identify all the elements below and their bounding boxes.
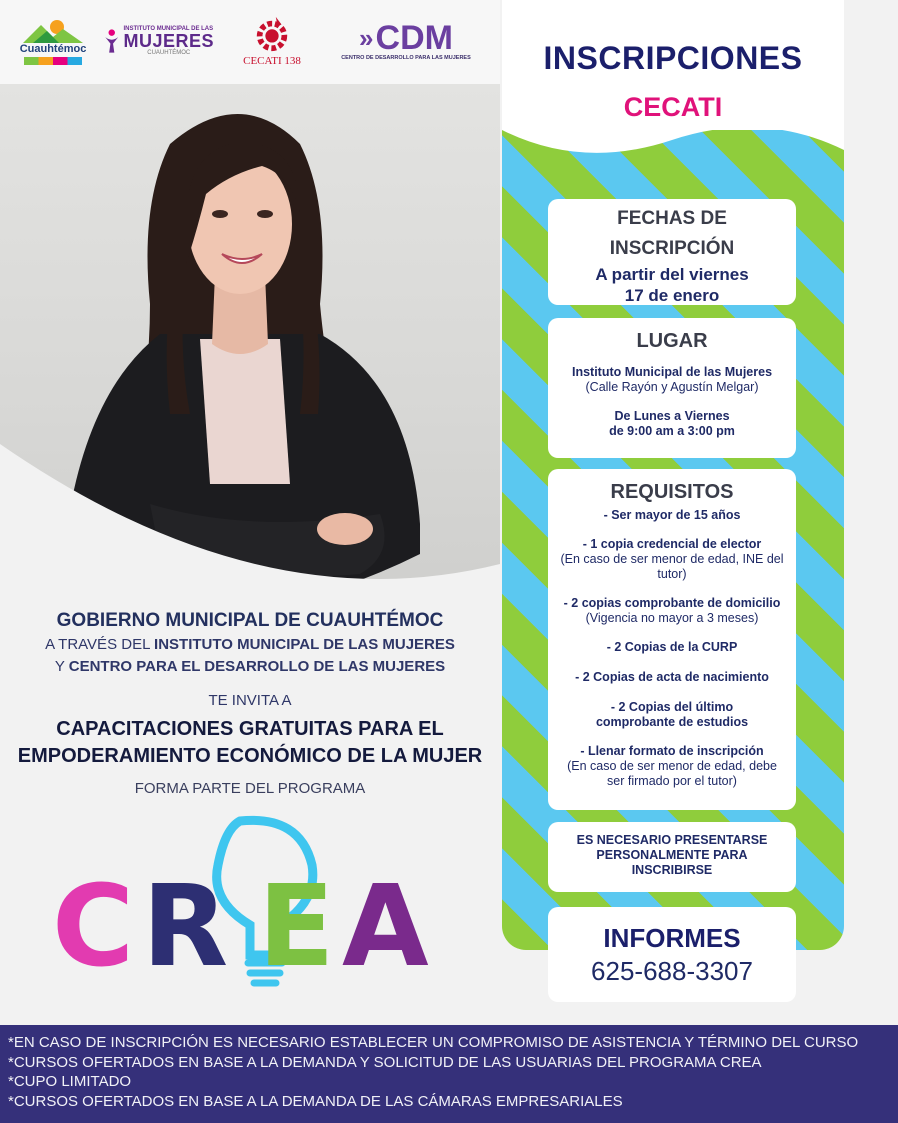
crea-letter-e: E [258, 862, 335, 992]
cdm-logo-text: CDM [375, 19, 453, 57]
invita-text: TE INVITA A [208, 692, 292, 709]
capacitaciones-line-1: CAPACITACIONES GRATUITAS PARA EL [56, 718, 444, 740]
crea-letter-r: R [142, 862, 229, 992]
cdm-logo-subtitle: CENTRO DE DESARROLLO PARA LAS MUJERES [341, 55, 471, 61]
informes-card [548, 907, 796, 1002]
crea-logo [50, 815, 470, 995]
fechas-title-2: INSCRIPCIÓN [609, 238, 735, 259]
requisito-item: - 2 Copias del último comprobante de estudios [595, 700, 749, 729]
requisito-item: - 2 Copias de acta de nacimiento [575, 670, 769, 684]
gobierno-title: GOBIERNO MUNICIPAL DE CUAUHTÉMOC [56, 610, 444, 631]
necesario-line-3: INSCRIBIRSE [631, 863, 713, 877]
lugar-days-1: De Lunes a Viernes [614, 409, 730, 423]
cuauhtemoc-logo-text: Cuauhtémoc [19, 43, 87, 55]
via-prefix: A TRAVÉS DEL [45, 636, 155, 653]
requisito-item: - 1 copia credencial de elector [582, 537, 762, 551]
informes-title: INFORMES [603, 923, 741, 953]
requisito-item: - 2 Copias de la CURP [606, 640, 738, 654]
crea-letter-a: A [342, 862, 429, 992]
requisitos-list [548, 508, 796, 789]
mountain-icon [23, 17, 83, 43]
via-instituto-line [0, 636, 500, 653]
lugar-days-2: de 9:00 am a 3:00 pm [609, 424, 735, 438]
y-centro-line [0, 658, 500, 675]
y-prefix: Y [54, 658, 69, 675]
requisitos-title: REQUISITOS [610, 481, 734, 503]
lugar-place-2: (Calle Rayón y Agustín Melgar) [585, 380, 759, 394]
necesario-line-2: PERSONALMENTE PARA [596, 848, 748, 862]
requisito-item: - Ser mayor de 15 años [603, 508, 741, 522]
logo-bar [0, 0, 500, 84]
lugar-card [548, 318, 796, 458]
requisito-item: - 2 copias comprobante de domicilio [563, 596, 781, 610]
header-title: INSCRIPCIONES [543, 40, 803, 76]
wave-shape [502, 130, 844, 180]
gear-icon [253, 15, 291, 53]
cecati-logo [234, 14, 310, 68]
cecati-logo-text: CECATI 138 [243, 55, 301, 67]
footer-note: *EN CASO DE INSCRIPCIÓN ES NECESARIO ESTABLECER UN COMPROMISO DE ASISTENCIA Y TÉRMINO DEL CURSO [8, 1034, 859, 1051]
header-subtitle: CECATI [623, 92, 723, 122]
crea-letter-c: C [52, 862, 135, 992]
lugar-place-1: Instituto Municipal de las Mujeres [571, 365, 773, 379]
fechas-title-1: FECHAS DE [617, 208, 727, 229]
fechas-card [548, 199, 796, 305]
via-bold: INSTITUTO MUNICIPAL DE LAS MUJERES [154, 636, 455, 653]
woman-figure-icon [104, 21, 119, 61]
chevrons-icon: » [359, 22, 368, 53]
footer-note: *CUPO LIMITADO [8, 1073, 132, 1090]
woman-portrait-image [0, 84, 500, 599]
requisito-item: - Llenar formato de inscripción [580, 744, 764, 758]
fechas-line-2: 17 de enero [624, 286, 720, 305]
woman-photo [0, 84, 500, 599]
lugar-title: LUGAR [636, 330, 708, 352]
mujeres-logo-tiny: CUAUHTÉMOC [147, 50, 191, 56]
logo-stripe [24, 57, 82, 65]
requisito-note: (En caso de ser menor de edad, INE del tutor) [560, 552, 784, 581]
forma-parte-text: FORMA PARTE DEL PROGRAMA [134, 780, 366, 797]
informes-phone[interactable]: 625-688-3307 [591, 956, 753, 986]
footer-notes [0, 1025, 898, 1123]
mujeres-logo-big: MUJERES [123, 31, 214, 51]
y-bold: CENTRO PARA EL DESARROLLO DE LAS MUJERES [68, 658, 446, 675]
footer-note: *CURSOS OFERTADOS EN BASE A LA DEMANDA DE LAS CÁMARAS EMPRESARIALES [8, 1092, 623, 1110]
necesario-card [548, 822, 796, 892]
requisitos-card [548, 469, 796, 810]
requisito-note: (Vigencia no mayor a 3 meses) [585, 611, 759, 625]
footer-note: *CURSOS OFERTADOS EN BASE A LA DEMANDA Y SOLICITUD DE LAS USUARIAS DEL PROGRAMA CREA [8, 1053, 762, 1071]
requisito-note: (En caso de ser menor de edad, debe ser firmado por el tutor) [567, 759, 777, 788]
mujeres-logo-small: INSTITUTO MUNICIPAL DE LAS [123, 26, 214, 32]
mujeres-logo [104, 14, 214, 68]
capacitaciones-line-2: EMPODERAMIENTO ECONÓMICO DE LA MUJER [17, 745, 483, 767]
cuauhtemoc-logo [18, 14, 88, 68]
fechas-line-1: A partir del viernes [595, 265, 749, 284]
cdm-logo [336, 14, 476, 68]
capacitaciones-title [0, 716, 500, 770]
necesario-line-1: ES NECESARIO PRESENTARSE [576, 833, 768, 847]
